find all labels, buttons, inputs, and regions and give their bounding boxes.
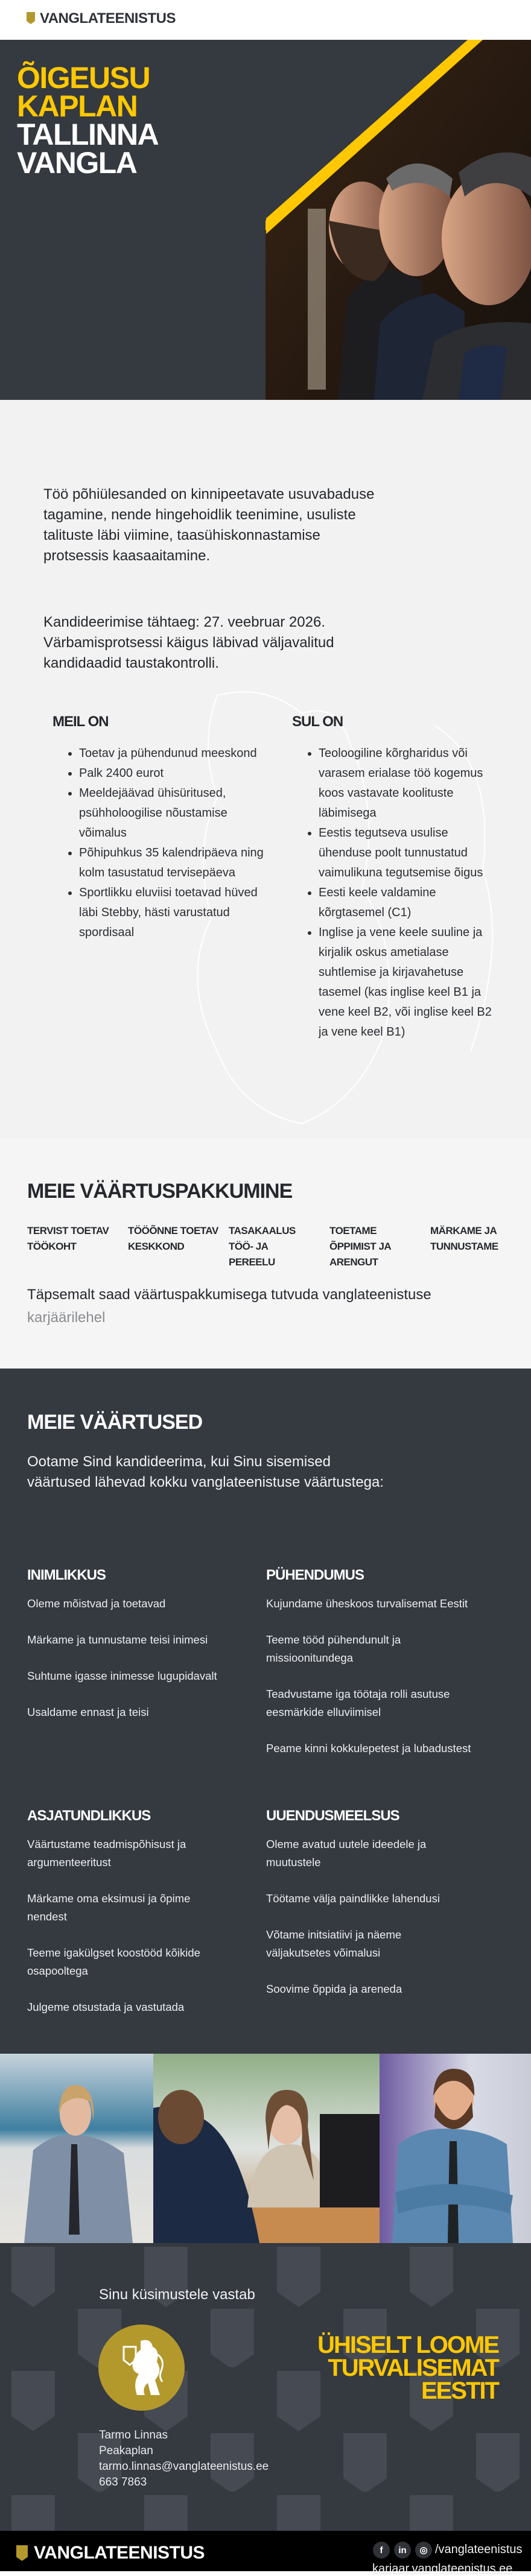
value-group-title: INIMLIKKUS (27, 1567, 106, 1583)
hero-title-line: ÕIGEUSU (17, 61, 150, 95)
job-description-section (0, 400, 531, 1139)
value-item: Väärtustame teadmispõhisust ja argumenteeritust (27, 1838, 186, 1869)
brand-logo[interactable]: VANGLATEENISTUS (40, 10, 176, 27)
value-item: Peame kinni kokkulepetest ja lubadustest (266, 1742, 471, 1755)
value-item: Märkame oma eksimusi ja õpime nendest (27, 1892, 191, 1923)
list-item: • Palk 2400 eurot (79, 764, 266, 783)
value-item: Teeme igakülgset koostööd kõikide osapooltega (27, 1946, 200, 1977)
list-item: • Eestis tegutseva usulise ühenduse poolt tunnustatud vaimulikuna tegutsemise õigus (319, 823, 494, 883)
value-offer-item: TERVIST TOETAV TÖÖKOHT (27, 1225, 109, 1252)
value-offer-more-text: Täpsemalt saad väärtuspakkumisega tutvuda vanglateenistuse (27, 1286, 431, 1303)
slogan (317, 2334, 498, 2402)
logo-shield-icon (16, 2545, 28, 2561)
value-item: Teeme tööd pühendunult ja missioonitundega (266, 1633, 401, 1664)
value-item: Oleme avatud uutele ideedele ja muutustele (266, 1838, 427, 1869)
list-item: • Inglise ja vene keele suuline ja kirjalik oskus ametialase suhtlemise ja kirjavahetuse tasemel (kas inglise keel B1 ja vene keel B2, või inglise keel B2 ja vene keel B1) (319, 923, 494, 1042)
values-intro: Ootame Sind kandideerima, kui Sinu sisemised väärtused lähevad kokku vanglateenistuse väärtustega: (27, 1454, 384, 1490)
we-offer-title: MEIL ON (52, 714, 109, 730)
value-group-asjatundlikkus (27, 1808, 232, 2034)
list-item: • Meeldejäävad ühisüritused, psühholoogilise nõustamise võimalus (79, 783, 266, 843)
lion-icon (118, 2335, 166, 2401)
value-offer-item: TOETAME ÕPPIMIST JA ARENGUT (329, 1225, 391, 1268)
value-item: Võtame initsiatiivi ja näeme väljakutsetes võimalusi (266, 1928, 402, 1959)
deadline-text: Kandideerimise tähtaeg: 27. veebruar 2026. (43, 614, 325, 630)
logo-shield-icon (27, 12, 35, 24)
instagram-icon[interactable]: ◎ (415, 2542, 432, 2559)
slogan-line: EESTIT (421, 2378, 498, 2404)
value-offer-title: MEIE VÄÄRTUSPAKKUMINE (27, 1180, 293, 1203)
photo-strip (0, 2054, 531, 2243)
value-item: Märkame ja tunnustame teisi inimesi (27, 1633, 208, 1646)
contact-avatar (98, 2324, 185, 2411)
slogan-line: ÜHISELT LOOME (317, 2332, 498, 2358)
career-page-link[interactable]: karjäärilehel (27, 1309, 106, 1326)
value-offer-section (0, 1139, 531, 1369)
list-item: • Sportlikku eluviisi toetavad hüved läbi Stebby, hästi varustatud spordisaal (79, 883, 266, 943)
contact-name: Tarmo Linnas (99, 2429, 168, 2442)
value-item: Kujundame üheskoos turvalisemat Eestit (266, 1597, 468, 1610)
you-have-list (319, 744, 494, 1042)
list-item: • Toetav ja pühendunud meeskond (79, 744, 266, 764)
value-item: Soovime õppida ja areneda (266, 1983, 402, 1995)
background-check-text: Värbamisprotsessi käigus läbivad väljavalitud kandidaadid taustakontrolli. (43, 635, 334, 671)
photo-officer-man (380, 2054, 531, 2243)
job-description: Töö põhiülesanded on kinnipeetavate usuvabaduse tagamine, nende hingehoidlik teenimine, usuliste talituste läbi viimine, taasühiskonnastamise protsessis kaasaaitamine. (43, 486, 375, 564)
linkedin-icon[interactable]: in (394, 2542, 411, 2559)
value-item: Töötame välja paindlikke lahendusi (266, 1892, 440, 1905)
value-offer-more (27, 1283, 510, 1329)
hero-title-line: KAPLAN (17, 89, 138, 123)
contact-email-link[interactable]: tarmo.linnas@vanglateenistus.ee (99, 2460, 269, 2473)
we-offer-list (79, 744, 266, 943)
value-group-title: PÜHENDUMUS (266, 1567, 364, 1583)
list-item: • Teoloogiline kõrgharidus või varasem erialase töö kogemus koos vastavate koolituste läbimisega (319, 744, 494, 823)
contact-role: Peakaplan (99, 2445, 153, 2457)
value-offer-item: TÖÖÕNNE TOETAV KESKKOND (128, 1225, 218, 1252)
photo-interview (153, 2054, 380, 2243)
value-item: Suhtume igasse inimesse lugupidavalt (27, 1669, 217, 1682)
values-section (0, 1369, 531, 2054)
list-item: • Põhipuhkus 35 kalendripäeva ning kolm tasustatud tervisepäeva (79, 843, 266, 883)
value-item: Teadvustame iga töötaja rolli asutuse eesmärkide elluviimisel (266, 1688, 450, 1718)
footer (0, 2531, 531, 2575)
career-site-link[interactable]: karjaar.vanglateenistus.ee (372, 2562, 513, 2575)
header (0, 0, 531, 40)
value-group-inimlikkus (27, 1567, 244, 1739)
value-offer-item: MÄRKAME JA TUNNUSTAME (430, 1225, 498, 1252)
value-offer-item: TASAKAALUS TÖÖ- JA PEREELU (229, 1225, 296, 1268)
list-item: • Eesti keele valdamine kõrgtasemel (C1) (319, 883, 494, 923)
value-group-uuendusmeelsus (266, 1808, 471, 2016)
you-have-title: SUL ON (292, 714, 343, 730)
value-group-title: UUENDUSMEELSUS (266, 1808, 399, 1824)
photo-officer-woman (0, 2054, 153, 2243)
slogan-line: TURVALISEMAT (328, 2355, 498, 2381)
facebook-icon[interactable]: f (373, 2542, 390, 2559)
contact-phone-link[interactable]: 663 7863 (99, 2476, 147, 2489)
values-title: MEIE VÄÄRTUSED (27, 1411, 203, 1434)
hero-title-line: VANGLA (17, 146, 137, 180)
value-item: Usaldame ennast ja teisi (27, 1706, 149, 1718)
contact-section (0, 2243, 531, 2531)
value-item: Julgeme otsustada ja vastutada (27, 2001, 185, 2013)
footer-brand-logo[interactable]: VANGLATEENISTUS (34, 2543, 205, 2563)
hero-title-line: TALLINNA (17, 118, 159, 151)
value-item: Oleme mõistvad ja toetavad (27, 1597, 166, 1610)
contact-heading: Sinu küsimustele vastab (99, 2286, 255, 2303)
employee-photos (0, 2054, 531, 2243)
value-group-puhendumus (266, 1567, 483, 1776)
hero (0, 40, 531, 400)
value-group-title: ASJATUNDLIKKUS (27, 1808, 151, 1824)
social-handle[interactable]: /vanglateenistus (435, 2543, 523, 2556)
